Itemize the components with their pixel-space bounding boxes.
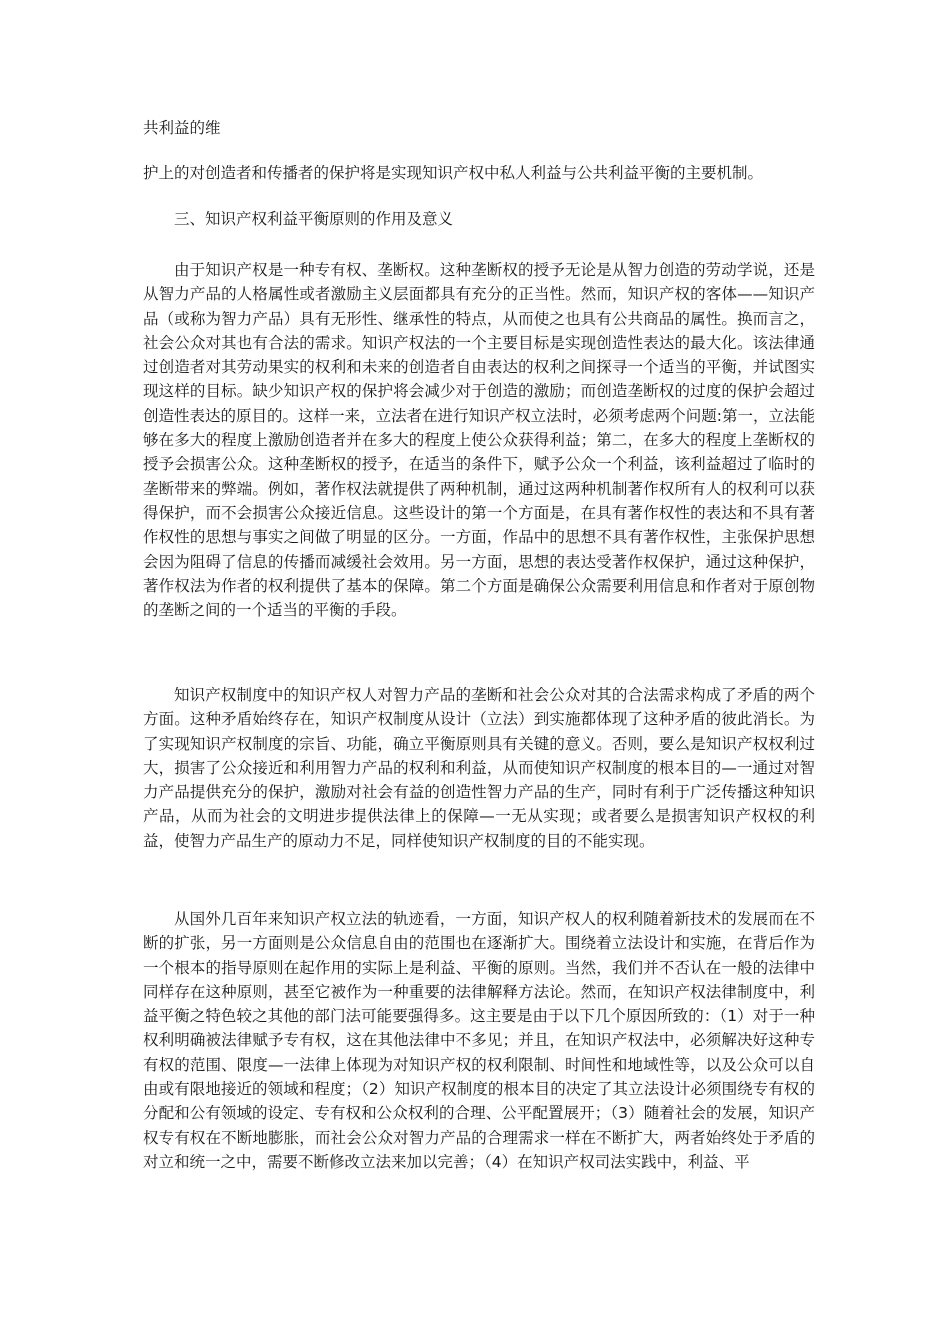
section-heading: 三、知识产权利益平衡原则的作用及意义 [174, 210, 454, 228]
paragraph-3: 从国外几百年来知识产权立法的轨迹看，一方面，知识产权人的权利随着新技术的发展而在不断的扩张，另一方面则是公众信息自由的范围也在逐渐扩大。围绕着立法设计和实施，在背后作为一个根本的指导原则在起作用的实际上是利益、平衡的原则。当然，我们并不否认在一般的法律中同样存在这种原则，甚至它被作为一种重要的法律解释方法论。然而，在知识产权法律制度中，利益平衡之特色较之其他的部门法可能要强得多。这主要是由于以下几个原因所致的：（1）对于一种权利明确被法律赋予专有权，这在其他法律中不多见；并且，在知识产权法中，必须解决好这种专有权的范围、限度—一法律上体现为对知识产权的权利限制、时间性和地域性等，以及公众可以自由或有限地接近的领域和程度；（2）知识产权制度的根本目的决定了其立法设计必须围绕专有权的分配和公有领域的设定、专有权和公众权利的合理、公平配置展开；（3）随着社会的发展，知识产权专有权在不断地膨胀，而社会公众对智力产品的合理需求一样在不断扩大，两者始终处于矛盾的对立和统一之中，需要不断修改立法来加以完善；（4）在知识产权司法实践中，利益、平 [143, 910, 815, 1171]
paragraph-1: 由于知识产权是一种专有权、垄断权。这种垄断权的授予无论是从智力创造的劳动学说，还是从智力产品的人格属性或者激励主义层面都具有充分的正当性。然而，知识产权的客体——知识产品（或称为智力产品）具有无形性、继承性的特点，从而使之也具有公共商品的属性。换而言之，社会公众对其也有合法的需求。知识产权法的一个主要目标是实现创造性表达的最大化。该法律通过创造者对其劳动果实的权利和未来的创造者自由表达的权利之间探寻一个适当的平衡，并试图实现这样的目标。缺少知识产权的保护将会减少对于创造的激励；而创造垄断权的过度的保护会超过创造性表达的原目的。这样一来，立法者在进行知识产权立法时，必须考虑两个问题:第一，立法能够在多大的程度上激励创造者并在多大的程度上使公众获得利益；第二，在多大的程度上垄断权的授予会损害公众。这种垄断权的授予，在适当的条件下，赋予公众一个利益，该利益超过了临时的垄断带来的弊端。例如，著作权法就提供了两种机制，通过这两种机制著作权所有人的权利可以获得保护，而不会损害公众接近信息。这些设计的第一个方面是，在具有著作权性的表达和不具有著作权性的思想与事实之间做了明显的区分。一方面，作品中的思想不具有著作权性，主张保护思想会因为阻碍了信息的传播而减缓社会效用。另一方面，思想的表达受著作权保护，通过这种保护，著作权法为作者的权利提供了基本的保障。第二个方面是确保公众需要利用信息和作者对于原创物的垄断之间的一个适当的平衡的手段。 [143, 261, 815, 620]
fragment-top-line: 共利益的维 [143, 119, 221, 137]
paragraph-2: 知识产权制度中的知识产权人对智力产品的垄断和社会公众对其的合法需求构成了矛盾的两个方面。这种矛盾始终存在，知识产权制度从设计（立法）到实施都体现了这种矛盾的彼此消长。为了实现知识产权制度的宗旨、功能，确立平衡原则具有关键的意义。否则，要么是知识产权权利过大，损害了公众接近和利用智力产品的权利和利益，从而使知识产权制度的根本目的—一通过对智力产品提供充分的保护，激励对社会有益的创造性智力产品的生产，同时有利于广泛传播这种知识产品，从而为社会的文明进步提供法律上的保障—一无从实现；或者要么是损害知识产权权的利益，使智力产品生产的原动力不足，同样使知识产权制度的目的不能实现。 [143, 686, 815, 850]
fragment-continuation-line: 护上的对创造者和传播者的保护将是实现知识产权中私人利益与公共利益平衡的主要机制。 [143, 164, 764, 182]
